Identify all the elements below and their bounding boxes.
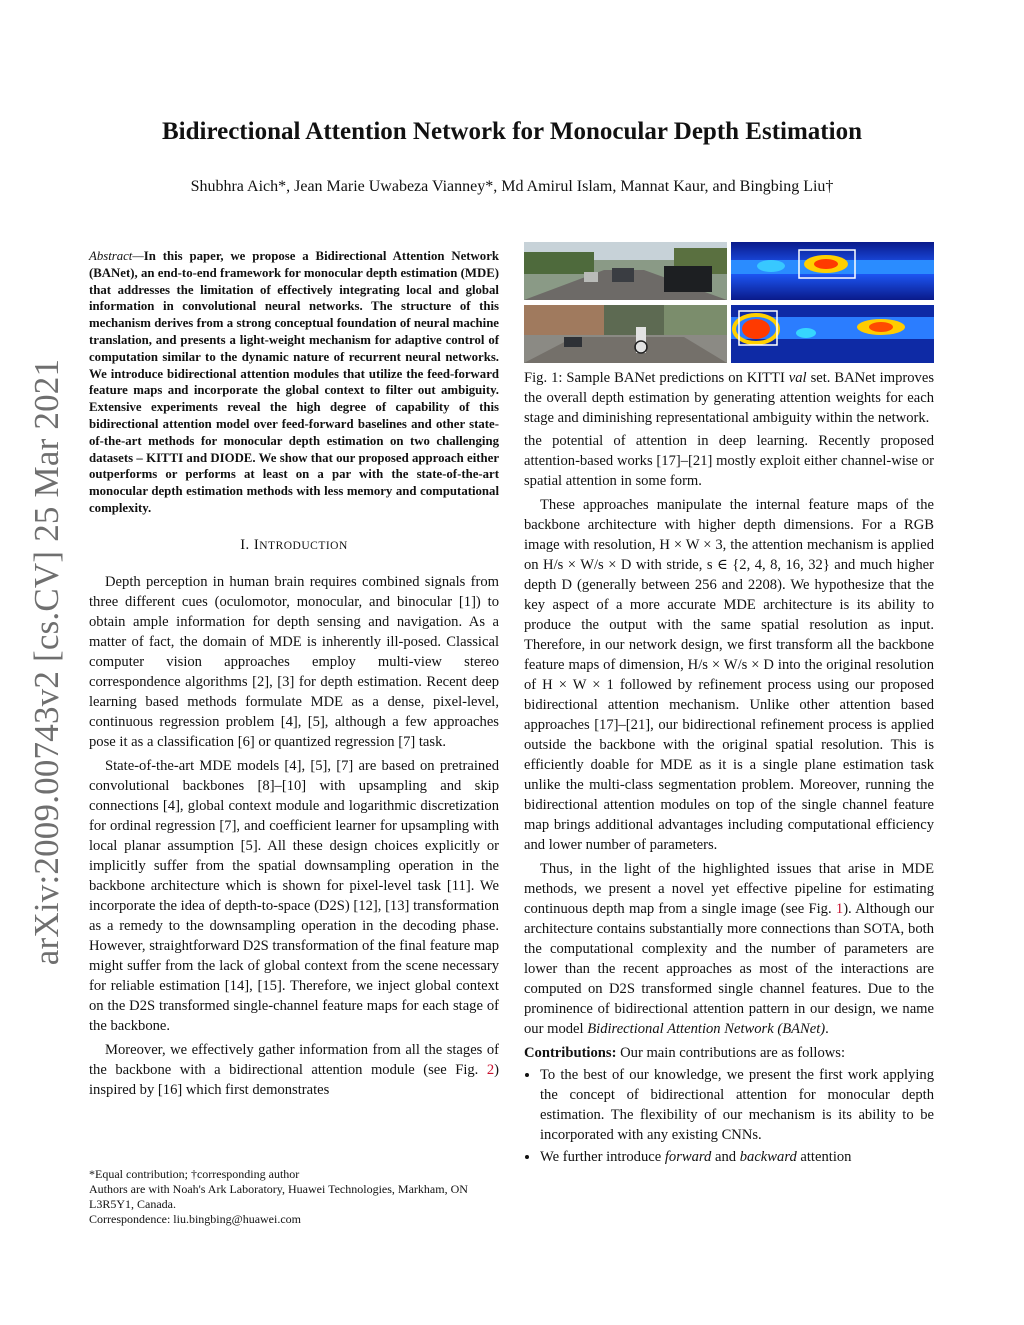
right-paragraph-2: These approaches manipulate the internal feature maps of the backbone architecture with higher depth dimensions. For a RGB image with resolution, H × W × 3, the attention mechanism is applied on H/s × W/s × D with stride, s ∈ {2, 4, 8, 16, 32} and much higher depth D (generally between 256 and 2208). We hypothesize that the key aspect of a more accurate MDE architecture is its ability to produce the output with the same spatial resolution as input. Therefore, in our network design, we first transform all the backbone feature maps of dimension, H/s × W/s × D into the original resolution of H × W × 1 followed by refinement process using our proposed bidirectional attention mechanism. Unlike other attention based approaches [17]–[21], our bidirectional refinement process is applied outside the backbone with the original spatial resolution. This is efficiently doable for MDE as it is a single plane estimation task unlike the multi-class segmentation problem. Moreover, running the bidirectional attention modules on top of the single channel feature map brings additional advantages including computational efficiency and lower number of parameters. — [524, 497, 934, 853]
author-list: Shubhra Aich*, Jean Marie Uwabeza Vianney*, Md Amirul Islam, Mannat Kaur, and Bingbing Liu† — [190, 178, 834, 195]
street-image-top — [524, 242, 727, 300]
paragraph-text: Moreover, we effectively gather information from all the stages of the backbone with a bidirectional attention module (see Fig. — [89, 1041, 499, 1078]
paragraph-text: . — [825, 1021, 829, 1037]
street-image-bottom — [524, 305, 727, 363]
footnotes — [89, 1167, 499, 1227]
contributions-heading — [524, 1043, 934, 1063]
model-name: Bidirectional Attention Network (BANet) — [587, 1021, 826, 1037]
list-item: • To the best of our knowledge, we present the first work applying the concept of bidirectional attention for monocular depth estimation. The flexibility of our mechanism is its ability to be incorporated with any existing CNNs. — [540, 1065, 934, 1145]
contributions-label: Contributions: — [524, 1045, 617, 1061]
figure-ref-link[interactable]: 1 — [835, 901, 844, 917]
contributions-list — [524, 1065, 934, 1167]
right-column — [524, 242, 934, 1169]
list-italic: forward — [664, 1149, 712, 1165]
intro-paragraph-3 — [89, 1040, 499, 1100]
figure-1 — [524, 242, 934, 364]
list-italic: backward — [739, 1149, 797, 1165]
list-text: attention — [796, 1149, 852, 1165]
paper-title: Bidirectional Attention Network for Monocular Depth Estimation — [162, 118, 862, 145]
footnote-affiliation: Authors are with Noah's Ark Laboratory, Huawei Technologies, Markham, ON L3R5Y1, Canada. — [89, 1182, 468, 1211]
abstract-lead: Abstract— — [89, 249, 144, 263]
list-text: and — [711, 1149, 740, 1165]
paragraph-text: ). Although our architecture contains substantially more connections than SOTA, both the computational complexity and the number of parameters are lower than the recent approaches as most of the interactions are computed on D2S transformed single channel features. Due to the prominence of bidirectional attention pattern in our design, we name our model — [524, 901, 934, 1037]
depth-map-bottom — [731, 305, 934, 363]
abstract — [89, 248, 499, 517]
list-text: We further introduce — [540, 1149, 665, 1165]
depth-map-top — [731, 242, 934, 300]
intro-paragraph-2: State-of-the-art MDE models [4], [5], [7] are based on pretrained convolutional backbones [8]–[10] with upsampling and skip connections [4], global context module and logarithmic discretization for ordinal regression [7], and coefficient learner for upsampling with local planar assumption [5]. All these design choices explicitly or implicitly suffer from the spatial downsampling operation in the backbone architecture which is shown for pixel-level task [11]. We incorporate the idea of depth-to-space (D2S) [12], [13] transformation as a remedy to the downsampling operation in the decoding phase. However, straightforward D2S transformation of the final feature map might suffer from the lack of global context from the scene necessary for reliable estimation [14], [15]. Therefore, we inject global context on the D2S transformed single-channel feature maps for each stage of the backbone. — [89, 757, 499, 1034]
right-paragraph-3 — [524, 859, 934, 1039]
left-column — [89, 248, 499, 1104]
section-first-letter: I — [253, 536, 260, 553]
footnote-correspondence: Correspondence: liu.bingbing@huawei.com — [89, 1212, 302, 1226]
figure-1-caption — [524, 368, 934, 428]
figure-ref-link[interactable]: 2 — [486, 1061, 495, 1078]
caption-italic: val — [788, 370, 807, 386]
caption-text: set. BANet improves the overall depth estimation by generating attention weights for each stage and diminishing representational ambiguity within the network. — [524, 370, 934, 426]
section-heading-introduction — [89, 535, 499, 556]
arxiv-stamp: arXiv:2009.00743v2 [cs.CV] 25 Mar 2021 — [27, 358, 66, 966]
footnote-equal-contribution: *Equal contribution; †corresponding author — [89, 1167, 300, 1181]
list-item — [540, 1147, 934, 1167]
caption-text: Fig. 1: Sample BANet predictions on KITTI — [524, 370, 789, 386]
contributions-intro: Our main contributions are as follows: — [616, 1045, 846, 1061]
abstract-text: In this paper, we propose a Bidirectional Attention Network (BANet), an end-to-end framework for monocular depth estimation (MDE) that addresses the limitation of effectively integrating local and global information in convolutional neural networks. The structure of this mechanism derives from a strong conceptual foundation of neural machine translation, and presents a light-weight mechanism for adaptive control of computation similar to the dynamic nature of recurrent neural networks. We introduce bidirectional attention modules that utilize the feed-forward feature maps and incorporate the global context to filter out ambiguity. Extensive experiments reveal the high degree of capability of this bidirectional attention model over feed-forward baselines and other state-of-the-art methods for monocular depth estimation on two challenging datasets – KITTI and DIODE. We show that our proposed approach either outperforms or performs at least on a par with the state-of-the-art monocular depth estimation methods with less memory and computational complexity. — [89, 249, 499, 515]
section-numeral: I. — [240, 536, 254, 553]
section-rest: NTRODUCTION — [259, 539, 348, 552]
paragraph-text: ) inspired by [16] which first demonstrates — [89, 1061, 499, 1098]
paragraph-text: Thus, in the light of the highlighted issues that arise in MDE methods, we present a novel yet effective pipeline for estimating continuous depth map from a single image (see Fig. — [524, 861, 934, 917]
right-paragraph-continued: the potential of attention in deep learning. Recently proposed attention-based works [17]–[21] mostly exploit either channel-wise or spatial attention in some form. — [524, 433, 934, 489]
intro-paragraph-1: Depth perception in human brain requires combined signals from three different cues (oculomotor, monocular, and binocular [1]) to obtain ample information for depth sensing and navigation. As a matter of fact, the domain of MDE is inherently ill-posed. Classical computer vision approaches employ multi-view stereo correspondence algorithms [2], [3] for depth estimation. Recent deep learning based methods formulate MDE as a dense, pixel-level, continuous regression problem [4], [5], although a few approaches pose it as a classification [6] or quantized regression [7] task. — [89, 573, 499, 750]
